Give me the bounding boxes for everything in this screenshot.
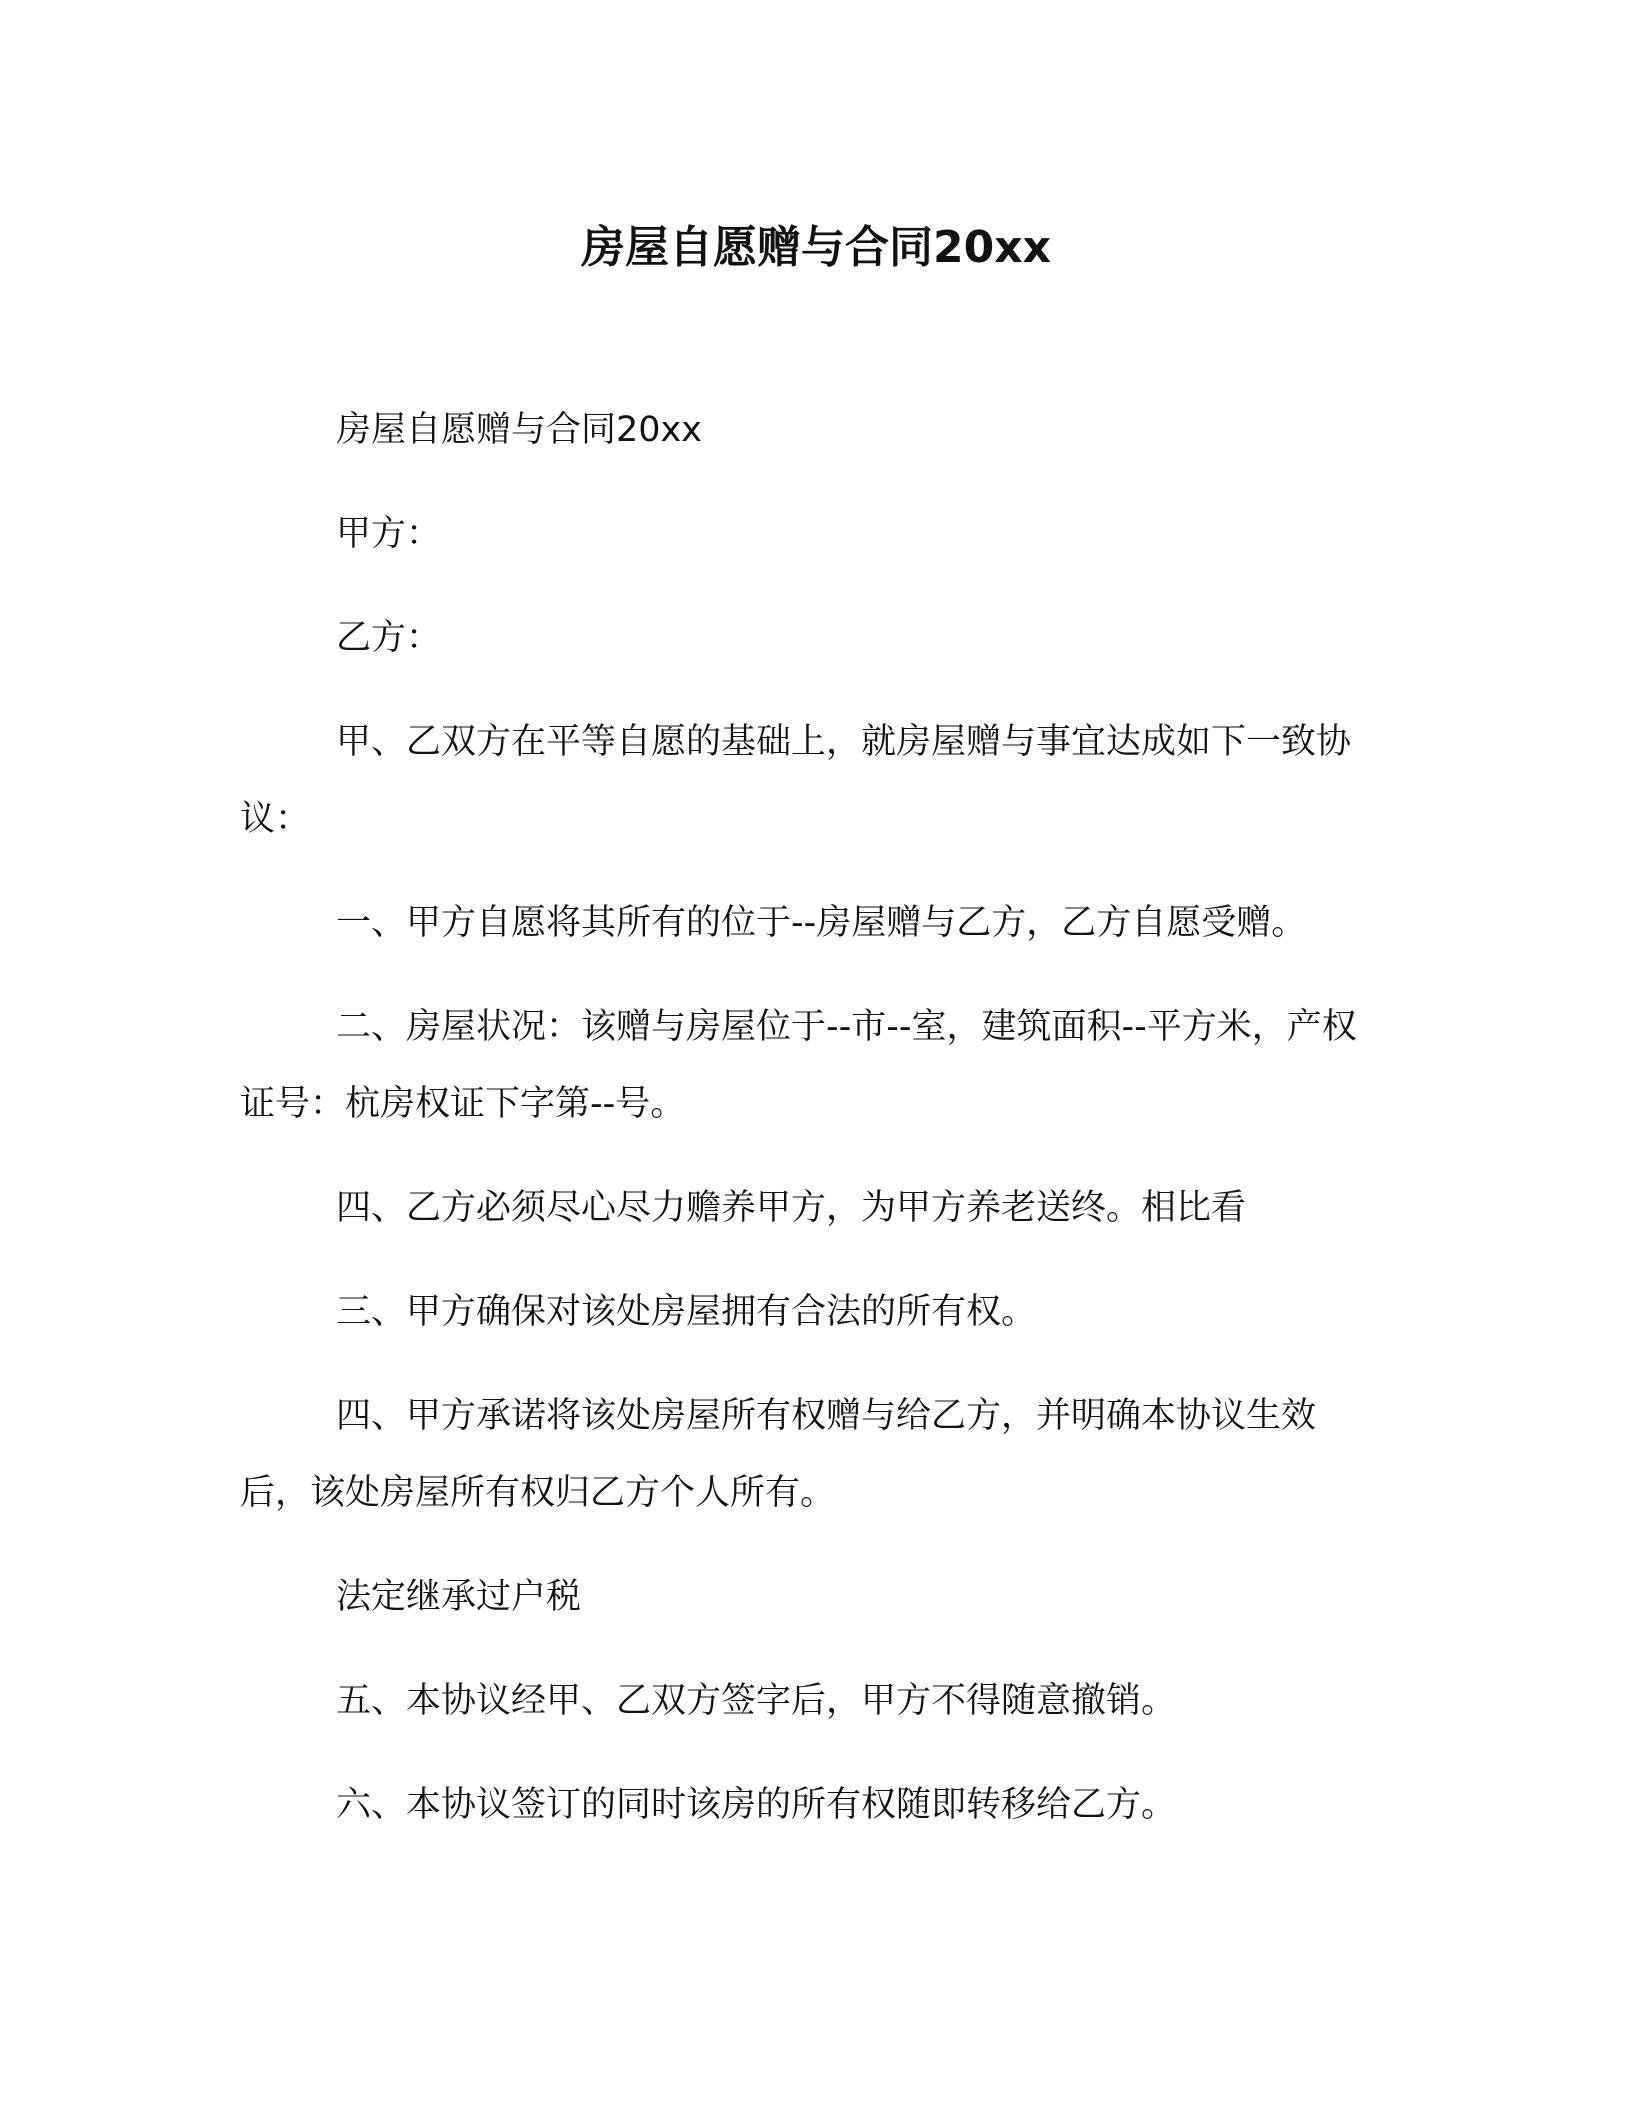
paragraph-clause-4a: 四、乙方必须尽心尽力赡养甲方，为甲方养老送终。相比看 [336,1188,1247,1228]
paragraph-clause-3: 三、甲方确保对该处房屋拥有合法的所有权。 [336,1292,1037,1332]
paragraph-clause-4b: 四、甲方承诺将该处房屋所有权赠与给乙方，并明确本协议生效后，该处房屋所有权归乙方个人所有。 [240,1396,1317,1513]
document-title: 房屋自愿赠与合同20xx [581,222,1051,273]
paragraph-clause-5: 五、本协议经甲、乙双方签字后，甲方不得随意撤销。 [336,1681,1177,1721]
paragraph-party-b: 乙方： [336,618,442,658]
paragraph-clause-2: 二、房屋状况：该赠与房屋位于--市--室，建筑面积--平方米，产权证号：杭房权证下字第--号。 [240,1007,1357,1124]
document-body [240,392,1380,1871]
paragraph-subtitle: 房屋自愿赠与合同20xx [336,410,702,450]
paragraph-note: 法定继承过户税 [336,1577,582,1617]
paragraph-clause-6: 六、本协议签订的同时该房的所有权随即转移给乙方。 [336,1785,1177,1825]
paragraph-party-a: 甲方： [336,514,442,554]
paragraph-agreement-intro: 甲、乙双方在平等自愿的基础上，就房屋赠与事宜达成如下一致协议： [240,722,1352,839]
paragraph-clause-1: 一、甲方自愿将其所有的位于--房屋赠与乙方，乙方自愿受赠。 [336,903,1307,943]
